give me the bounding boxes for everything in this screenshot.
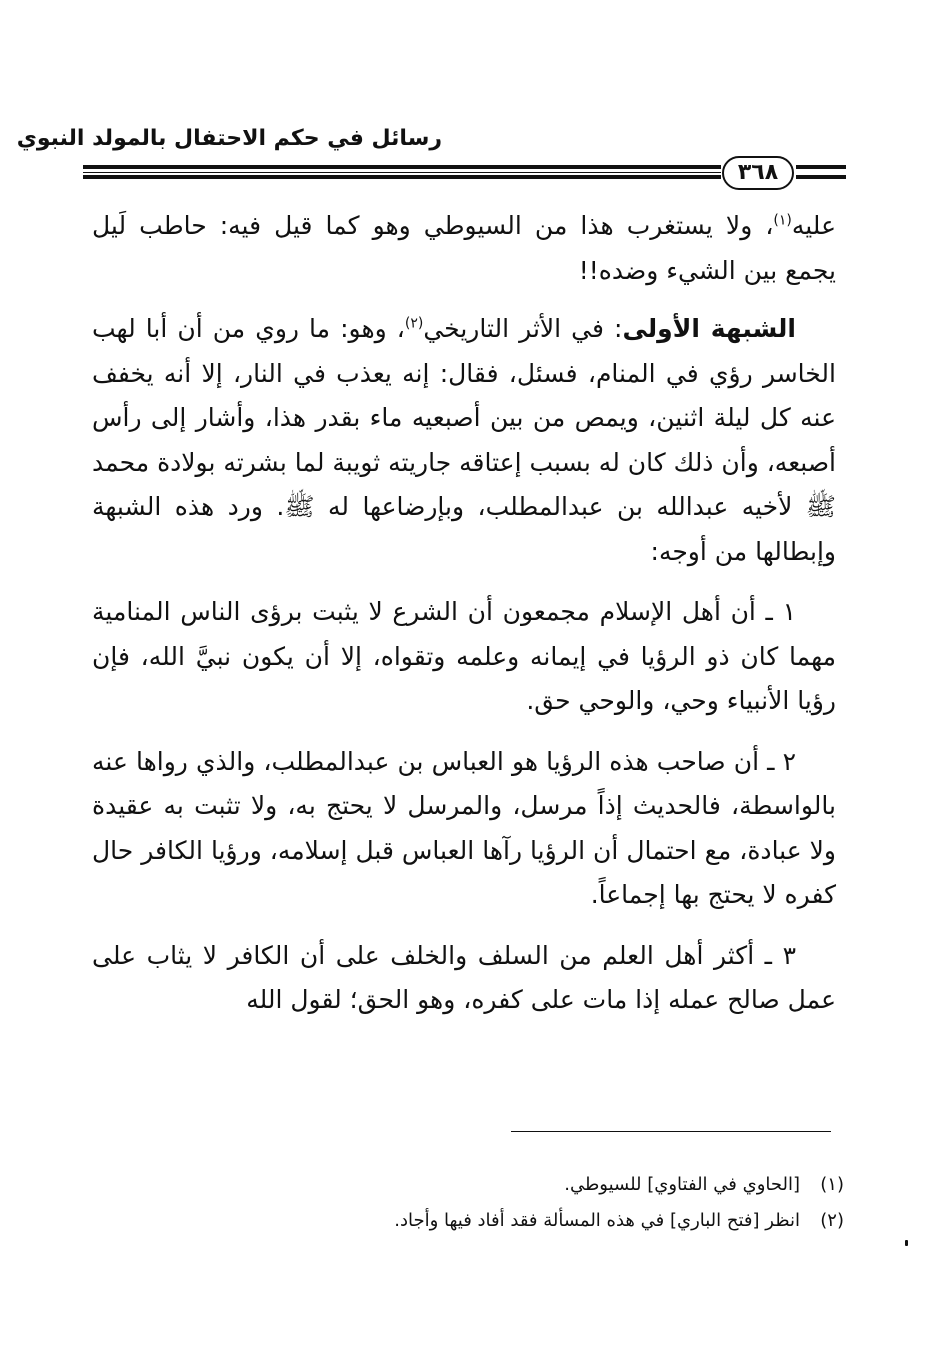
paragraph-1	[92, 204, 836, 293]
footnote-ref-2: (٢)	[404, 315, 424, 332]
paragraph-point-3: ٣ ـ أكثر أهل العلم من السلف والخلف على أن الكافر لا يثاب على عمل صالح عمله إذا مات على كفره، وهو الحق؛ لقول الله	[92, 940, 836, 1014]
page-number: ٣٦٨	[722, 156, 794, 190]
footnote-1-text: [الحاوي في الفتاوي] للسيوطي.	[564, 1174, 800, 1195]
paragraph-point-1: ١ ـ أن أهل الإسلام مجمعون أن الشرع لا يثبت برؤى الناس المنامية مهما كان ذو الرؤيا في إيمانه وعلمه وتقواه، إلا أن يكون نبيَّ الله، فإن رؤيا الأنبياء وحي، والوحي حق.	[92, 597, 836, 715]
footnote-2	[84, 1203, 844, 1239]
paragraph-1-rest: ، ولا يستغرب هذا من السيوطي وهو كما قيل فيه: حاطب لَيل يجمع بين الشيء وضده!!	[92, 211, 836, 285]
footnote-separator	[511, 1131, 831, 1132]
footnote-2-text: انظر [فتح الباري] في هذه المسألة فقد أفاد فيها وأجاد.	[394, 1210, 800, 1231]
paragraph-2-body: ، وهو: ما روي من أن أبا لهب الخاسر رؤي في المنام، فسئل، فقال: إنه يعذب في النار، إلا أنه يخفف عنه كل ليلة اثنين، ويمص من بين أصبعيه ماء بقدر هذا، وأشار إلى رأس أصبعه، وأن ذلك كان له بسبب إعتاقه جاريته ثويبة لما بشرته بولادة محمد ﷺ لأخيه عبدالله بن عبدالمطلب، وبإرضاعها له ﷺ. ورد هذه الشبهة وإبطالها من أوجه:	[92, 314, 836, 566]
footnote-1	[84, 1167, 844, 1203]
footnote-1-number: (١)	[820, 1174, 844, 1195]
paragraph-2-intro: : في الأثر التاريخي	[423, 314, 623, 343]
paragraph-2	[92, 307, 836, 574]
footnote-2-number: (٢)	[820, 1210, 844, 1231]
paragraph-point-2: ٢ ـ أن صاحب هذه الرؤيا هو العباس بن عبدالمطلب، والذي رواها عنه بالواسطة، فالحديث إذاً مرسل، والمرسل لا يحتج به، ولا تثبت به عقيدة ولا عبادة، مع احتمال أن الرؤيا رآها العباس قبل إسلامه، ورؤيا الكافر حال كفره لا يحتج بها إجماعاً.	[92, 746, 836, 909]
running-header-title: رسائل في حكم الاحتفال بالمولد النبوي	[16, 126, 442, 151]
paragraph-1-start: عليه	[791, 211, 836, 240]
section-heading: الشبهة الأولى	[622, 314, 796, 343]
scan-speck	[905, 1240, 908, 1246]
footnote-ref-1: (١)	[773, 212, 792, 229]
main-text	[92, 204, 836, 1039]
footnotes	[84, 1167, 844, 1239]
header-rule-short	[796, 165, 846, 179]
header-rule	[83, 165, 721, 179]
